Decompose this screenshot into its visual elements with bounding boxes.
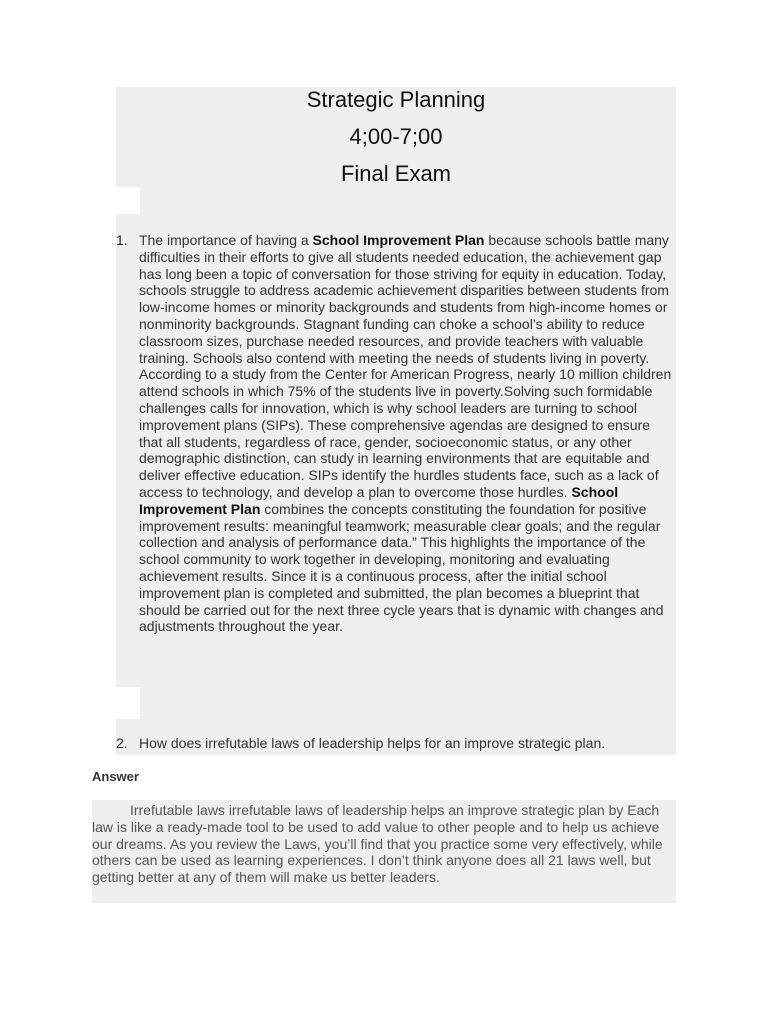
text-run: The importance of having a — [139, 232, 313, 248]
highlight-notch — [116, 187, 140, 214]
list-number: 1. — [116, 232, 128, 248]
answer-heading: Answer — [92, 769, 139, 784]
highlight-block — [140, 687, 676, 719]
exam-time: 4;00-7;00 — [349, 124, 443, 149]
exam-name: Final Exam — [340, 161, 452, 186]
text-run: Irrefutable laws irrefutable laws of leadership helps an improve strategic plan by Each law is like a ready-made tool to be used to add value to other people and to help us achieve our dreams. As you review the Laws, you’ll find that you practice some very effectively, while others can be used as learning experiences. I don’t think anyone does all 21 laws well, but getting better at any of them will make us better leaders. — [92, 802, 663, 886]
highlight-block — [116, 214, 676, 232]
bold-term: School Improvement Plan — [312, 232, 485, 248]
bold-term: School Improvement Plan — [139, 483, 619, 517]
document-title: Strategic Planning — [306, 87, 486, 112]
text-run: because schools battle many difficulties in their efforts to give all students needed education, the achievement gap has long been a topic of conversation for those striving for equity in education. Today, schools struggle to address academic achievement disparities between students from low-income homes or minority backgrounds and students from high-income homes or nonminority backgrounds. Stagnant funding can choke a school’s ability to reduce classroom sizes, purchase needed resources, and provide teachers with valuable training. Schools also contend with meeting the needs of students living in poverty. According to a study from the Center for American Progress, nearly 10 million children attend schools in which 75% of the students live in poverty.Solving such formidable challenges calls for innovation, which is why school leaders are turning to school improvement plans (SIPs). These comprehensive agendas are designed to ensure that all students, regardless of race, gender, socioeconomic status, or any other demographic distinction, can study in learning environments that are equitable and deliver effective education. SIPs identify the hurdles students face, such as a lack of access to technology, and develop a plan to overcome those hurdles. — [139, 232, 672, 500]
highlight-notch — [116, 687, 140, 719]
answer-paragraph — [92, 802, 676, 886]
text-run: combines the concepts constituting the foundation for positive improvement results: meaningful teamwork; measurable clear goals; and the regular collection and analysis of performance data.” This highlights the importance of the school community to work together in developing, monitoring and evaluating achievement results. Since it is a continuous process, after the initial school improvement plan is completed and submitted, the plan becomes a blueprint that should be carried out for the next three cycle years that is dynamic with changes and adjustments throughout the year. — [139, 500, 664, 635]
list-number: 2. — [116, 735, 128, 751]
highlight-block — [140, 187, 676, 214]
item2-question: How does irrefutable laws of leadership helps for an improve strategic plan. — [139, 735, 606, 751]
item1-paragraph — [139, 232, 675, 635]
